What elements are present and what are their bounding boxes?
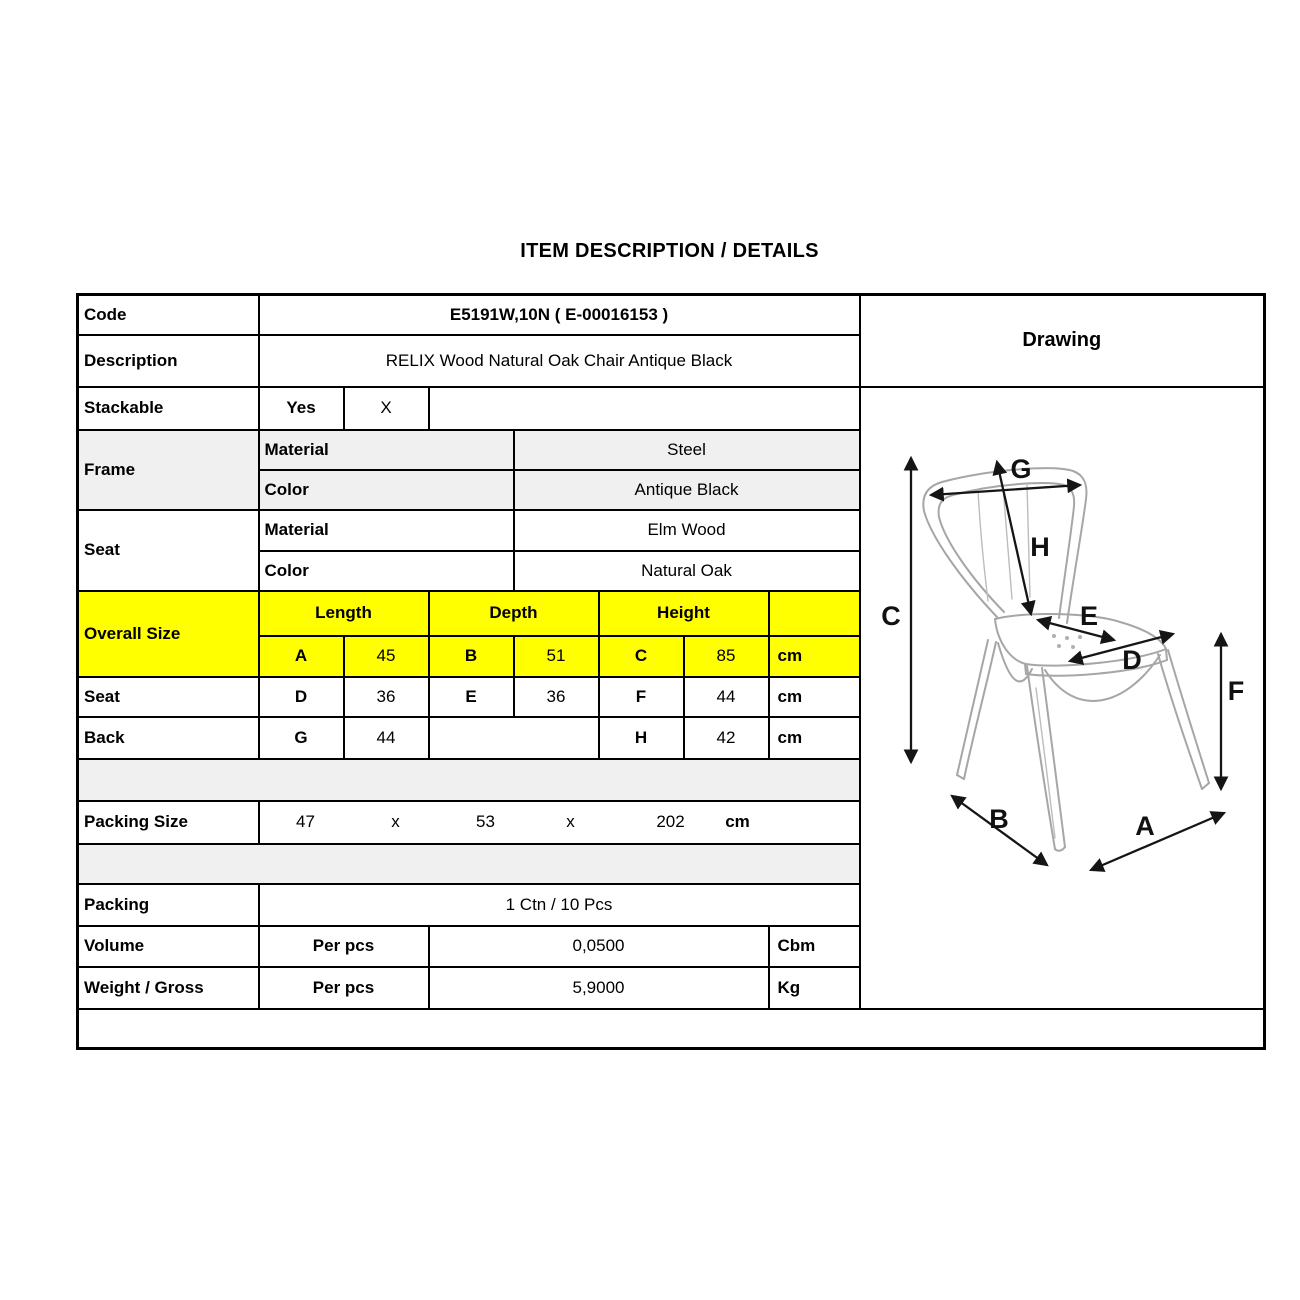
weight-label: Weight / Gross (78, 967, 259, 1009)
stackable-option: Yes (259, 387, 344, 430)
packing-label: Packing (78, 884, 259, 926)
dimension-arrows (911, 458, 1224, 870)
dim-b-value: 51 (514, 636, 599, 677)
length-header: Length (259, 591, 429, 636)
chair-drawing (861, 388, 1264, 1008)
dim-a-key: A (259, 636, 344, 677)
packing-sep-2: x (566, 812, 575, 831)
frame-material-value: Steel (514, 430, 860, 471)
drawing-cell (860, 387, 1265, 1009)
volume-unit: Cbm (769, 926, 860, 967)
bottom-empty-row (78, 1009, 1265, 1049)
weight-per-label: Per pcs (259, 967, 429, 1009)
packing-depth: 53 (476, 812, 495, 831)
dim-label-f: F (1227, 675, 1244, 706)
description-value: RELIX Wood Natural Oak Chair Antique Black (259, 335, 860, 387)
dim-d-key: D (259, 677, 344, 717)
spacer-cell (78, 844, 860, 884)
chair-sketch (923, 468, 1209, 850)
frame-color-value: Antique Black (514, 470, 860, 510)
packing-value: 1 Ctn / 10 Pcs (259, 884, 860, 926)
code-value: E5191W,10N ( E-00016153 ) (259, 295, 860, 335)
frame-material-label: Material (259, 430, 514, 471)
bottom-empty-cell (78, 1009, 1265, 1049)
volume-value: 0,0500 (429, 926, 769, 967)
stackable-empty-cell (429, 387, 860, 430)
packing-size-unit: cm (725, 812, 750, 831)
dim-f-key: F (599, 677, 684, 717)
dim-label-e: E (1079, 600, 1098, 631)
dim-label-a: A (1134, 810, 1155, 841)
stackable-row (78, 387, 1265, 430)
seat-material-label: Material (259, 510, 514, 551)
packing-size-label: Packing Size (78, 801, 259, 844)
dim-h-value: 42 (684, 717, 769, 759)
packing-height: 202 (656, 812, 685, 831)
dim-label-c: C (880, 600, 901, 631)
stackable-label: Stackable (78, 387, 259, 430)
seat-size-label: Seat (78, 677, 259, 717)
back-size-empty-cell (429, 717, 599, 759)
dim-c-value: 85 (684, 636, 769, 677)
back-size-label: Back (78, 717, 259, 759)
frame-color-label: Color (259, 470, 514, 510)
dim-e-value: 36 (514, 677, 599, 717)
dim-g-key: G (259, 717, 344, 759)
stackable-mark: X (344, 387, 429, 430)
seat-label: Seat (78, 510, 259, 591)
dim-label-h: H (1029, 531, 1050, 562)
back-size-unit: cm (769, 717, 860, 759)
spacer-cell (78, 759, 860, 801)
seat-size-unit: cm (769, 677, 860, 717)
seat-color-value: Natural Oak (514, 551, 860, 591)
dim-g-value: 44 (344, 717, 429, 759)
seat-holes (1052, 634, 1082, 649)
dim-arrow-a (1091, 810, 1224, 870)
volume-per-label: Per pcs (259, 926, 429, 967)
backrest-slats (978, 484, 1030, 601)
dim-arrow-g (931, 485, 1080, 495)
dim-a-value: 45 (344, 636, 429, 677)
overall-size-unit: cm (769, 636, 860, 677)
dim-c-key: C (599, 636, 684, 677)
dim-label-g: G (1010, 453, 1032, 484)
weight-value: 5,9000 (429, 967, 769, 1009)
packing-sep-1: x (391, 812, 400, 831)
page-title: ITEM DESCRIPTION / DETAILS (520, 240, 819, 262)
overall-size-label: Overall Size (78, 591, 259, 677)
dim-label-b: B (988, 803, 1009, 834)
dimension-labels (881, 454, 1244, 841)
description-label: Description (78, 335, 259, 387)
weight-unit: Kg (769, 967, 860, 1009)
spec-table (76, 293, 1266, 1050)
depth-header: Depth (429, 591, 599, 636)
packing-width: 47 (296, 812, 315, 831)
volume-label: Volume (78, 926, 259, 967)
seat-color-label: Color (259, 551, 514, 591)
dim-f-value: 44 (684, 677, 769, 717)
code-row (78, 295, 1265, 335)
drawing-title: Drawing (860, 295, 1265, 387)
seat-material-value: Elm Wood (514, 510, 860, 551)
height-header: Height (599, 591, 769, 636)
code-label: Code (78, 295, 259, 335)
dim-d-value: 36 (344, 677, 429, 717)
frame-label: Frame (78, 430, 259, 511)
dim-h-key: H (599, 717, 684, 759)
overall-size-empty-cell (769, 591, 860, 636)
dim-label-d: D (1121, 644, 1142, 675)
dim-b-key: B (429, 636, 514, 677)
dim-arrow-e (1038, 620, 1114, 640)
dim-e-key: E (429, 677, 514, 717)
